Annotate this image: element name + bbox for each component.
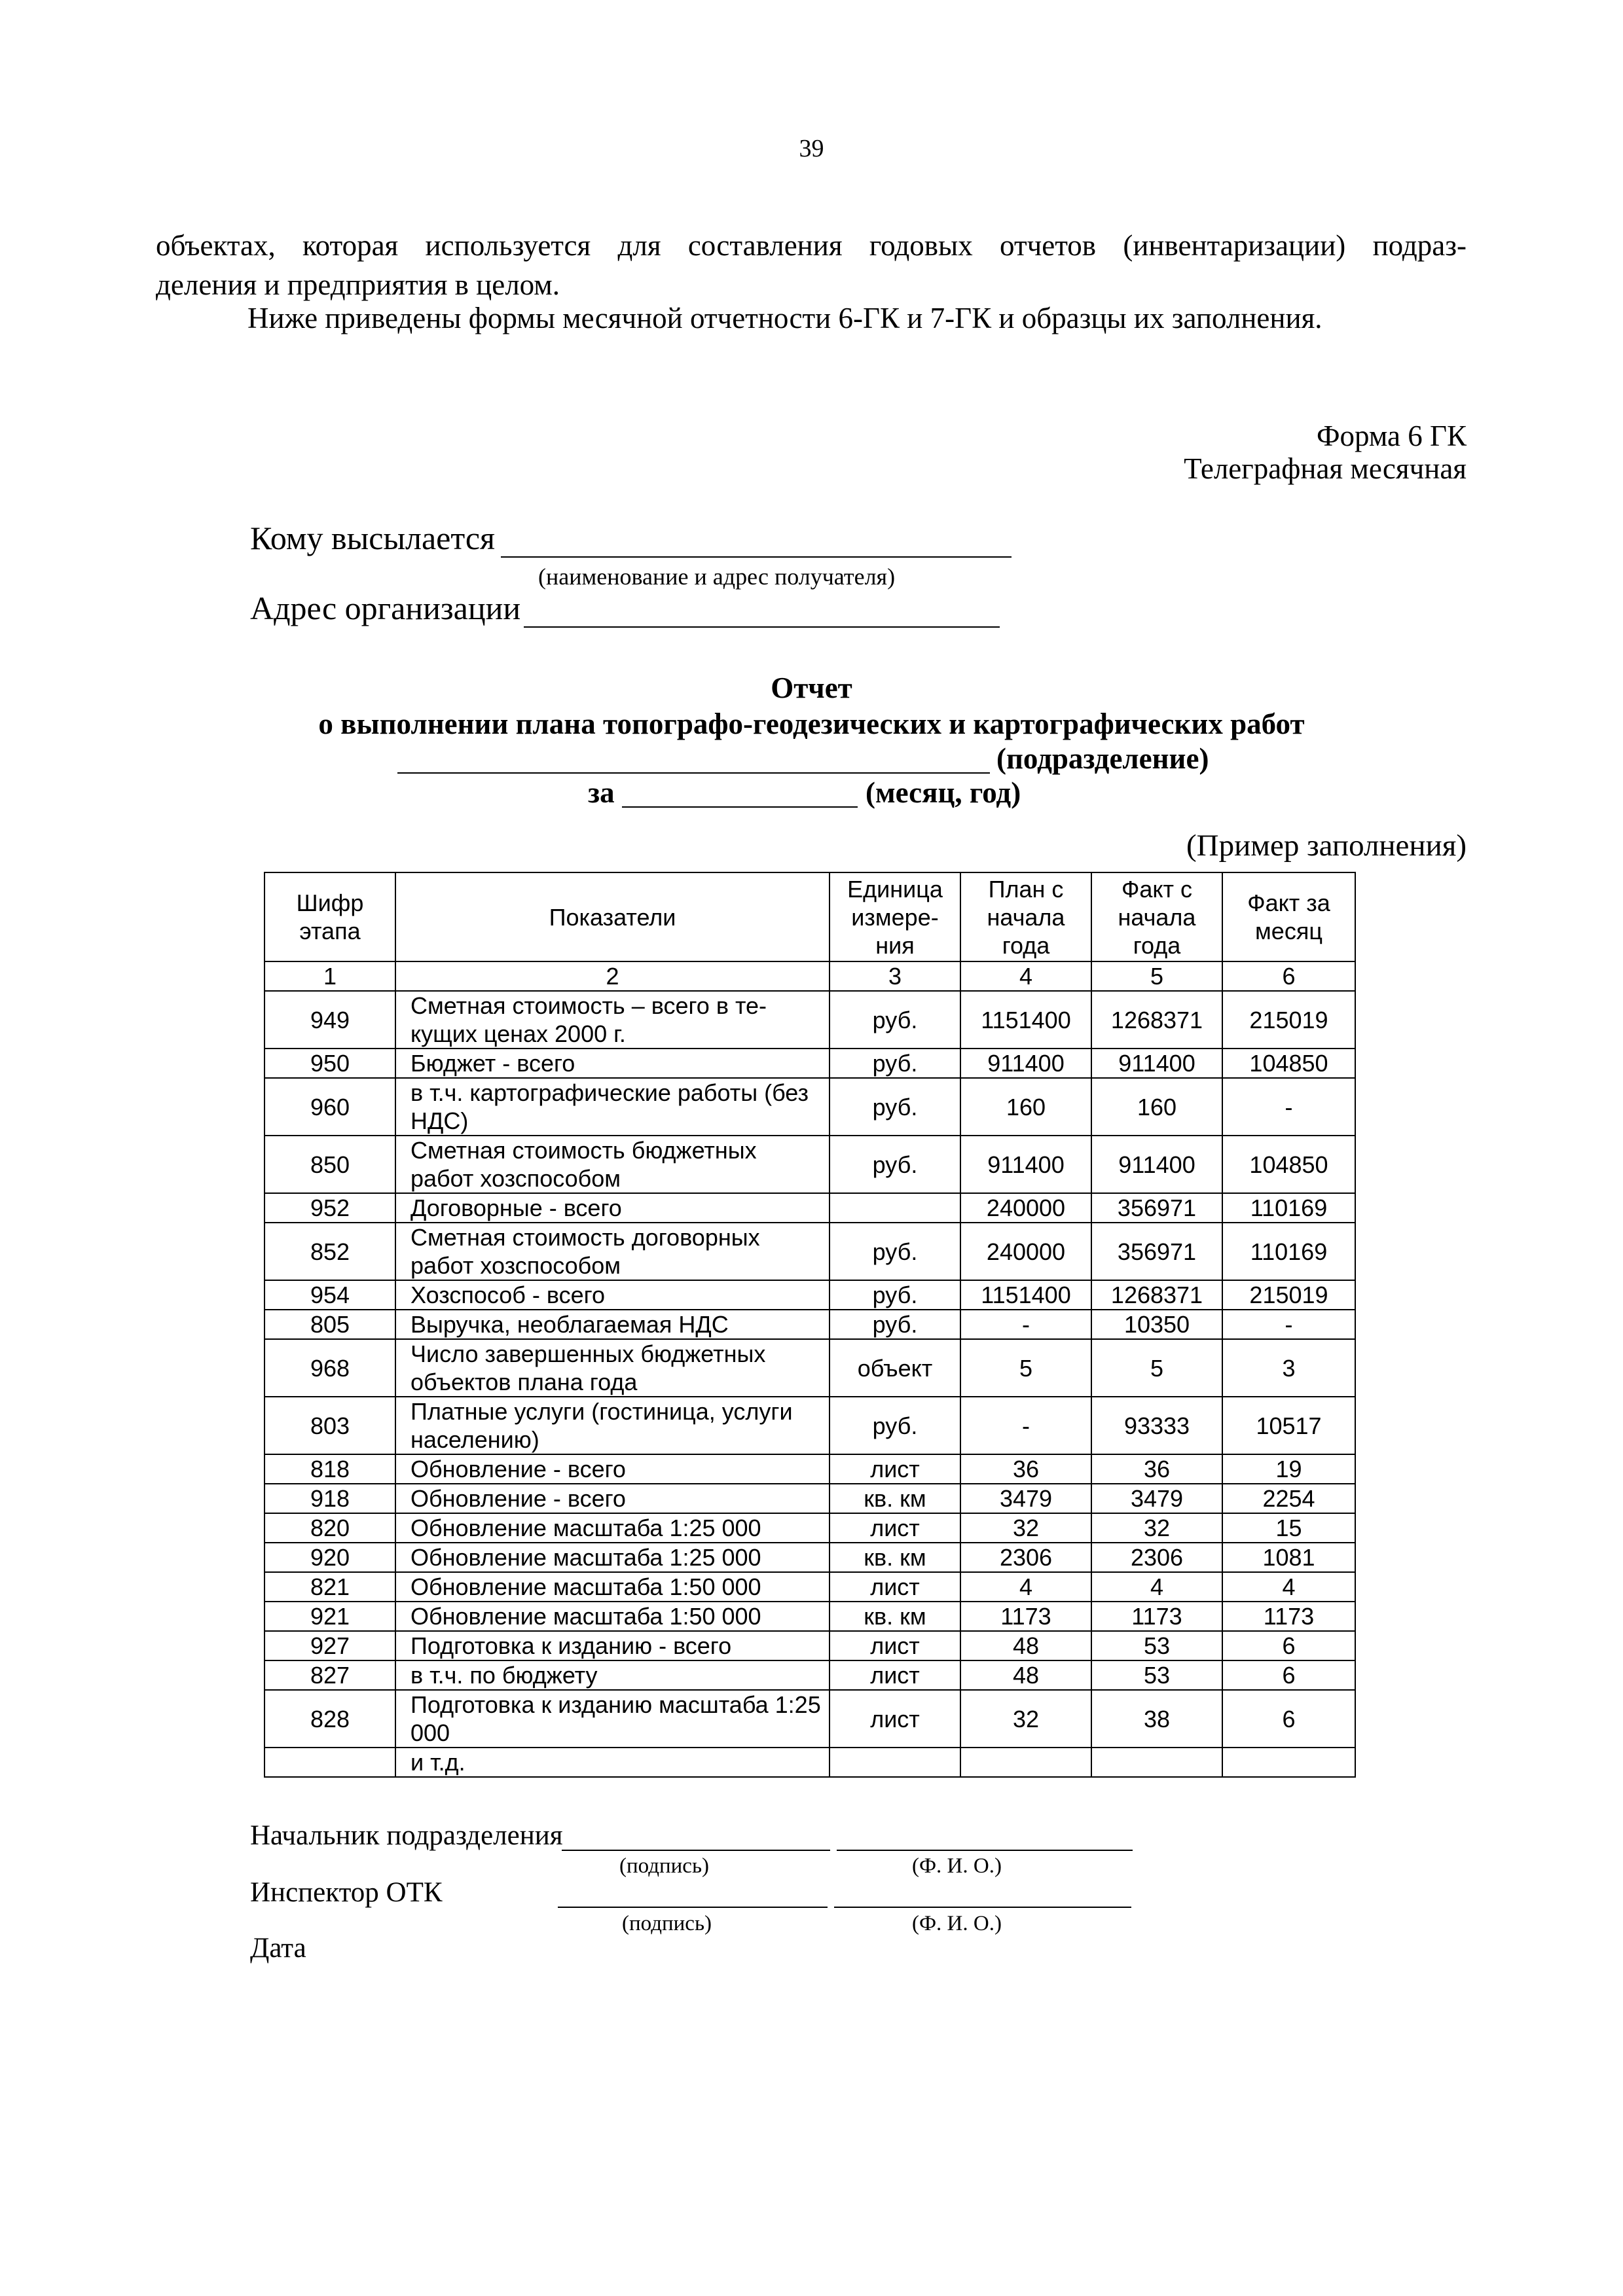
table-row xyxy=(264,1280,1355,1310)
row-plan: - xyxy=(960,1310,1091,1339)
row-fact-year: 53 xyxy=(1091,1631,1222,1660)
intro-line-1: объектах, которая используется для составления годовых отчетов (инвентаризации) подраз- xyxy=(156,229,1467,262)
row-plan: 32 xyxy=(960,1690,1091,1748)
col-number: 5 xyxy=(1091,961,1222,991)
row-fact-month: 6 xyxy=(1222,1660,1355,1690)
row-unit: лист xyxy=(830,1454,960,1484)
row-fact-month: - xyxy=(1222,1078,1355,1136)
row-fact-year: 911400 xyxy=(1091,1136,1222,1193)
recipient-field[interactable] xyxy=(501,556,1012,558)
row-unit xyxy=(830,1193,960,1223)
recipient-label: Кому высылается xyxy=(250,520,496,556)
header-plan: План с начала года xyxy=(960,872,1091,961)
row-indicator: Сметная стоимость – всего в те-кущих ценах 2000 г. xyxy=(395,991,830,1049)
row-fact-year: 5 xyxy=(1091,1339,1222,1397)
table-row xyxy=(264,1748,1355,1777)
row-unit: лист xyxy=(830,1513,960,1543)
col-number: 3 xyxy=(830,961,960,991)
table-row xyxy=(264,1484,1355,1513)
col-number: 4 xyxy=(960,961,1091,991)
row-fact-year: 2306 xyxy=(1091,1543,1222,1572)
header-code: Шифр этапа xyxy=(264,872,395,961)
row-indicator: Обновление масштаба 1:25 000 xyxy=(395,1543,830,1572)
period-suffix: (месяц, год) xyxy=(866,776,1021,809)
row-fact-month: - xyxy=(1222,1310,1355,1339)
row-indicator: Обновление масштаба 1:25 000 xyxy=(395,1513,830,1543)
header-fact-month: Факт за месяц xyxy=(1222,872,1355,961)
row-fact-year: 1173 xyxy=(1091,1602,1222,1631)
row-plan: 3479 xyxy=(960,1484,1091,1513)
row-fact-month: 3 xyxy=(1222,1339,1355,1397)
row-fact-year: 160 xyxy=(1091,1078,1222,1136)
date-label: Дата xyxy=(250,1933,306,1964)
row-code: 952 xyxy=(264,1193,395,1223)
row-code: 960 xyxy=(264,1078,395,1136)
row-plan: 32 xyxy=(960,1513,1091,1543)
row-code: 805 xyxy=(264,1310,395,1339)
table-row xyxy=(264,1397,1355,1454)
header-unit: Единица измере-ния xyxy=(830,872,960,961)
row-plan: 1151400 xyxy=(960,991,1091,1049)
row-unit: кв. км xyxy=(830,1543,960,1572)
col-number: 6 xyxy=(1222,961,1355,991)
header-fact-year: Факт с начала года xyxy=(1091,872,1222,961)
row-indicator: Подготовка к изданию масштаба 1:25 000 xyxy=(395,1690,830,1748)
col-number: 2 xyxy=(395,961,830,991)
row-code: 950 xyxy=(264,1049,395,1078)
row-indicator: Сметная стоимость бюджетных работ хозспособом xyxy=(395,1136,830,1193)
row-fact-year: 3479 xyxy=(1091,1484,1222,1513)
inspector-signature-field[interactable] xyxy=(558,1907,828,1908)
report-subtitle: о выполнении плана топографо-геодезических и картографических работ xyxy=(318,708,1305,740)
row-code: 818 xyxy=(264,1454,395,1484)
row-code: 954 xyxy=(264,1280,395,1310)
row-code: 852 xyxy=(264,1223,395,1280)
row-fact-year: 38 xyxy=(1091,1690,1222,1748)
row-fact-year: 1268371 xyxy=(1091,991,1222,1049)
table-row xyxy=(264,1631,1355,1660)
row-fact-year: 10350 xyxy=(1091,1310,1222,1339)
row-plan: 48 xyxy=(960,1660,1091,1690)
row-unit: лист xyxy=(830,1631,960,1660)
row-code: 927 xyxy=(264,1631,395,1660)
row-code: 949 xyxy=(264,991,395,1049)
table-row xyxy=(264,1339,1355,1397)
row-plan: 911400 xyxy=(960,1049,1091,1078)
table-row xyxy=(264,1223,1355,1280)
row-unit: руб. xyxy=(830,1049,960,1078)
row-code: 850 xyxy=(264,1136,395,1193)
subdivision-label: (подразделение) xyxy=(996,742,1209,775)
row-unit: объект xyxy=(830,1339,960,1397)
intro-line-2: деления и предприятия в целом. xyxy=(156,268,560,301)
row-plan: 36 xyxy=(960,1454,1091,1484)
head-signature-field[interactable] xyxy=(562,1850,830,1851)
row-plan: 5 xyxy=(960,1339,1091,1397)
table-row xyxy=(264,1513,1355,1543)
table-header-row xyxy=(264,872,1355,961)
row-indicator: Обновление масштаба 1:50 000 xyxy=(395,1572,830,1602)
row-indicator: Обновление масштаба 1:50 000 xyxy=(395,1602,830,1631)
row-fact-year: 93333 xyxy=(1091,1397,1222,1454)
row-unit: руб. xyxy=(830,1397,960,1454)
row-code: 968 xyxy=(264,1339,395,1397)
row-indicator: и т.д. xyxy=(395,1748,830,1777)
table-row xyxy=(264,1454,1355,1484)
row-unit: руб. xyxy=(830,1078,960,1136)
row-code: 803 xyxy=(264,1397,395,1454)
row-fact-month: 1081 xyxy=(1222,1543,1355,1572)
row-unit: руб. xyxy=(830,1136,960,1193)
row-unit: руб. xyxy=(830,1223,960,1280)
row-fact-year xyxy=(1091,1748,1222,1777)
row-indicator: Обновление - всего xyxy=(395,1454,830,1484)
inspector-signature-hint: (подпись) xyxy=(622,1912,712,1935)
head-label: Начальник подразделения xyxy=(250,1820,563,1851)
row-fact-year: 356971 xyxy=(1091,1193,1222,1223)
table-row xyxy=(264,1136,1355,1193)
row-plan: 48 xyxy=(960,1631,1091,1660)
row-plan: 1173 xyxy=(960,1602,1091,1631)
row-fact-month xyxy=(1222,1748,1355,1777)
table-row xyxy=(264,1660,1355,1690)
row-fact-month: 19 xyxy=(1222,1454,1355,1484)
row-unit: руб. xyxy=(830,991,960,1049)
table-row xyxy=(264,1602,1355,1631)
row-code: 821 xyxy=(264,1572,395,1602)
row-unit: руб. xyxy=(830,1280,960,1310)
head-name-field[interactable] xyxy=(837,1850,1133,1851)
table-row xyxy=(264,1049,1355,1078)
inspector-label: Инспектор ОТК xyxy=(250,1877,443,1908)
table-row xyxy=(264,1543,1355,1572)
row-unit: кв. км xyxy=(830,1602,960,1631)
row-unit: кв. км xyxy=(830,1484,960,1513)
row-fact-year: 911400 xyxy=(1091,1049,1222,1078)
row-fact-month: 1173 xyxy=(1222,1602,1355,1631)
form-kind: Телеграфная месячная xyxy=(1184,452,1467,485)
row-indicator: Бюджет - всего xyxy=(395,1049,830,1078)
row-indicator: в т.ч. картографические работы (без НДС) xyxy=(395,1078,830,1136)
row-indicator: Сметная стоимость договорных работ хозспособом xyxy=(395,1223,830,1280)
period-prefix: за xyxy=(588,776,615,809)
row-fact-month: 104850 xyxy=(1222,1136,1355,1193)
row-fact-month: 215019 xyxy=(1222,991,1355,1049)
head-signature-hint: (подпись) xyxy=(619,1854,709,1878)
report-title: Отчет xyxy=(771,672,852,704)
row-fact-month: 110169 xyxy=(1222,1193,1355,1223)
table-row xyxy=(264,1572,1355,1602)
row-fact-month: 6 xyxy=(1222,1690,1355,1748)
row-fact-month: 215019 xyxy=(1222,1280,1355,1310)
period-field[interactable] xyxy=(622,806,858,808)
row-fact-month: 6 xyxy=(1222,1631,1355,1660)
form-code: Форма 6 ГК xyxy=(1316,420,1467,452)
org-address-field[interactable] xyxy=(524,626,1000,628)
row-fact-year: 1268371 xyxy=(1091,1280,1222,1310)
row-code: 920 xyxy=(264,1543,395,1572)
table-row xyxy=(264,1193,1355,1223)
head-name-hint: (Ф. И. О.) xyxy=(912,1854,1002,1878)
subdivision-field[interactable] xyxy=(397,772,990,774)
table-row xyxy=(264,1690,1355,1748)
row-indicator: Подготовка к изданию - всего xyxy=(395,1631,830,1660)
row-code: 918 xyxy=(264,1484,395,1513)
row-fact-year: 356971 xyxy=(1091,1223,1222,1280)
row-plan: 1151400 xyxy=(960,1280,1091,1310)
recipient-hint: (наименование и адрес получателя) xyxy=(538,564,896,590)
row-plan: 2306 xyxy=(960,1543,1091,1572)
row-unit: лист xyxy=(830,1572,960,1602)
intro-line-3: Ниже приведены формы месячной отчетности 6-ГК и 7-ГК и образцы их заполнения. xyxy=(247,302,1322,334)
row-fact-year: 32 xyxy=(1091,1513,1222,1543)
col-number: 1 xyxy=(264,961,395,991)
row-plan: 160 xyxy=(960,1078,1091,1136)
row-unit: лист xyxy=(830,1690,960,1748)
row-plan: 240000 xyxy=(960,1193,1091,1223)
row-plan: - xyxy=(960,1397,1091,1454)
row-fact-year: 53 xyxy=(1091,1660,1222,1690)
row-fact-month: 104850 xyxy=(1222,1049,1355,1078)
row-indicator: Число завершенных бюджетных объектов плана года xyxy=(395,1339,830,1397)
inspector-name-hint: (Ф. И. О.) xyxy=(912,1912,1002,1935)
row-unit: руб. xyxy=(830,1310,960,1339)
row-unit xyxy=(830,1748,960,1777)
header-indicator: Показатели xyxy=(395,872,830,961)
page-number: 39 xyxy=(799,135,824,162)
row-indicator: Обновление - всего xyxy=(395,1484,830,1513)
example-note: (Пример заполнения) xyxy=(1186,829,1467,863)
row-indicator: Хозспособ - всего xyxy=(395,1280,830,1310)
row-code: 828 xyxy=(264,1690,395,1748)
table-row xyxy=(264,1310,1355,1339)
row-indicator: Договорные - всего xyxy=(395,1193,830,1223)
row-code: 921 xyxy=(264,1602,395,1631)
row-code: 820 xyxy=(264,1513,395,1543)
row-indicator: Платные услуги (гостиница, услуги населению) xyxy=(395,1397,830,1454)
row-plan xyxy=(960,1748,1091,1777)
row-plan: 911400 xyxy=(960,1136,1091,1193)
row-fact-month: 10517 xyxy=(1222,1397,1355,1454)
row-fact-month: 15 xyxy=(1222,1513,1355,1543)
row-fact-month: 110169 xyxy=(1222,1223,1355,1280)
row-plan: 4 xyxy=(960,1572,1091,1602)
row-plan: 240000 xyxy=(960,1223,1091,1280)
row-fact-year: 36 xyxy=(1091,1454,1222,1484)
row-fact-year: 4 xyxy=(1091,1572,1222,1602)
table-row xyxy=(264,991,1355,1049)
inspector-name-field[interactable] xyxy=(834,1907,1131,1908)
org-address-label: Адрес организации xyxy=(250,590,521,626)
column-number-row xyxy=(264,961,1355,991)
row-fact-month: 2254 xyxy=(1222,1484,1355,1513)
intro-paragraph xyxy=(156,226,1467,304)
row-code: 827 xyxy=(264,1660,395,1690)
report-table xyxy=(264,872,1356,1778)
row-code xyxy=(264,1748,395,1777)
row-indicator: в т.ч. по бюджету xyxy=(395,1660,830,1690)
row-indicator: Выручка, необлагаемая НДС xyxy=(395,1310,830,1339)
table-row xyxy=(264,1078,1355,1136)
row-fact-month: 4 xyxy=(1222,1572,1355,1602)
row-unit: лист xyxy=(830,1660,960,1690)
